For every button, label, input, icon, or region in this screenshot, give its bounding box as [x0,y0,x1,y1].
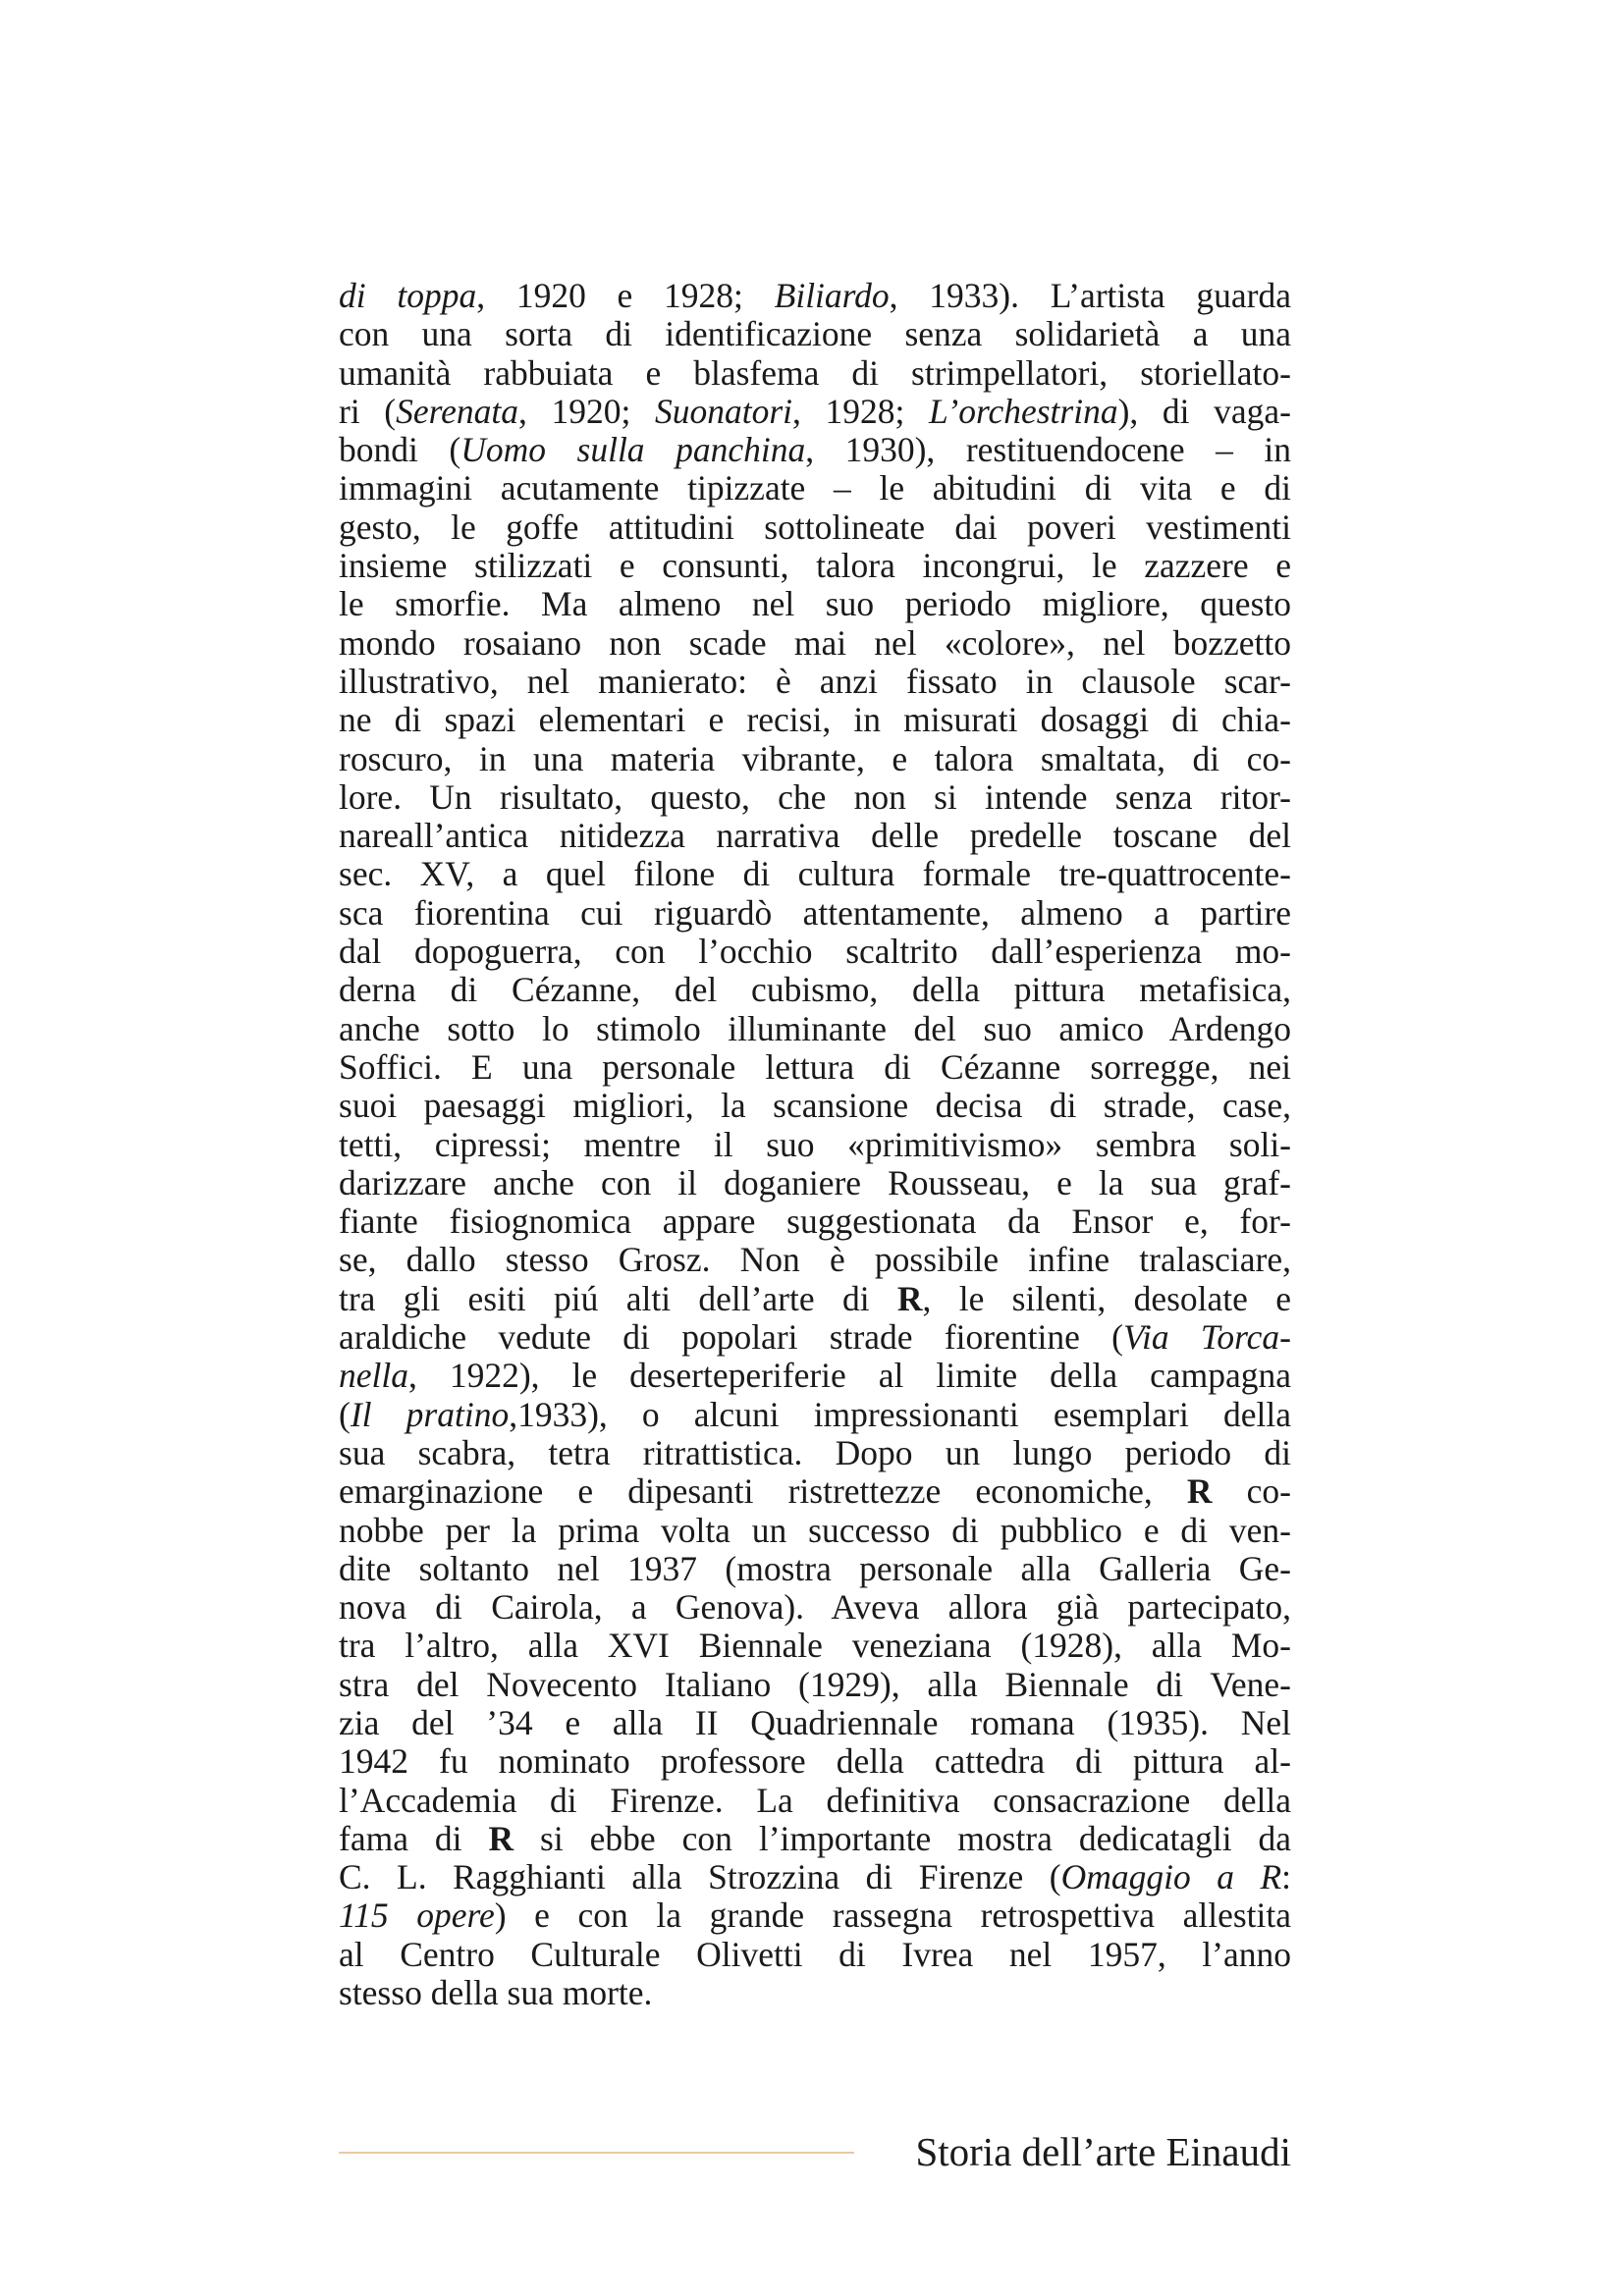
text-line [339,1164,1291,1202]
text-line [339,1742,1291,1781]
italic-title: Il pratino [350,1394,510,1434]
text-run: , 1922), le deserteperiferie al limite della campagna [407,1356,1291,1396]
text-line [339,701,1291,739]
text-run: ( [339,1394,351,1434]
text-run: ), di vaga- [1117,391,1291,431]
text-run: insieme stilizzati e consunti, talora incongrui, le zazzere e [339,546,1291,586]
text-run: sec. XV, a quel filone di cultura formale tre-quattrocente- [339,854,1291,894]
text-run: 1942 fu nominato professore della cattedra di pittura al- [339,1741,1291,1782]
text-line [339,547,1291,585]
footer-title: Storia dell’arte Einaudi [915,2129,1291,2174]
text-run: nova di Cairola, a Genova). Aveva allora già partecipato, [339,1587,1291,1628]
italic-title: Suonatori [654,391,793,431]
italic-title: Biliardo [774,276,890,315]
text-run: lore. Un risultato, questo, che non si intende senza ritor- [339,776,1291,817]
text-run: gesto, le goffe attitudini sottolineate dai poveri vestimenti [339,507,1291,547]
text-line [339,469,1291,507]
text-line [339,1087,1291,1125]
text-line [339,1858,1291,1896]
text-run: stesso della sua morte. [339,1973,653,2013]
text-run: con una sorta di identificazione senza solidarietà a una [339,314,1291,354]
italic-title: di toppa [339,276,477,315]
text-line [339,1048,1291,1087]
text-run: Soffici. E una personale lettura di Cézanne sorregge, nei [339,1046,1291,1087]
italic-title: nella [339,1356,408,1396]
text-run: ri ( [339,391,397,431]
bold-initial: R [1186,1471,1213,1512]
italic-title: Omaggio a R [1060,1857,1282,1897]
text-line [339,1434,1291,1472]
text-run: l’Accademia di Firenze. La definitiva consacrazione della [339,1780,1291,1820]
text-line [339,1202,1291,1241]
text-run: al Centro Culturale Olivetti di Ivrea nel 1957, l’anno [339,1934,1291,1974]
text-run: roscuro, in una materia vibrante, e talora smaltata, di co- [339,738,1291,778]
text-run: bondi ( [339,430,461,470]
italic-title: Via Torca- [1122,1317,1291,1358]
text-run: , 1933). L’artista guarda [889,276,1292,315]
text-run: emarginazione e dipesanti ristrettezze economiche, [339,1471,1187,1512]
text-run: nareall’antica nitidezza narrativa delle predelle toscane del [339,816,1291,856]
text-run: , 1928; [792,391,929,431]
text-line [339,933,1291,971]
text-line [339,1666,1291,1704]
text-run: , 1920; [518,391,655,431]
text-run: ,1933), o alcuni impressionanti esemplari della [509,1394,1291,1434]
text-run: , 1920 e 1928; [476,276,775,315]
text-line [339,971,1291,1009]
text-run: tetti, cipressi; mentre il suo «primitivismo» sembra soli- [339,1124,1291,1164]
text-line [339,740,1291,778]
text-run: ) e con la grande rassegna retrospettiva allestita [494,1896,1291,1936]
text-run: araldiche vedute di popolari strade fiorentine ( [339,1317,1123,1358]
text-line [339,1126,1291,1164]
bold-initial: R [488,1818,514,1858]
text-run: ne di spazi elementari e recisi, in misurati dosaggi di chia- [339,700,1291,740]
text-run: umanità rabbuiata e blasfema di strimpellatori, storiellato- [339,352,1291,393]
text-line [339,585,1291,623]
text-line [339,508,1291,547]
text-run: fiante fisiognomica appare suggestionata da Ensor e, for- [339,1201,1291,1242]
bold-initial: R [896,1278,923,1318]
text-line [339,1704,1291,1742]
italic-title: Uomo sulla panchina [460,430,806,470]
text-line [339,817,1291,855]
text-run: stra del Novecento Italiano (1929), alla Biennale di Vene- [339,1664,1291,1704]
text-line [339,894,1291,933]
text-run: , le silenti, desolate e [922,1278,1291,1318]
text-line [339,1820,1291,1858]
text-run: anche sotto lo stimolo illuminante del suo amico Ardengo [339,1008,1291,1048]
text-line [339,1974,1291,2012]
text-line [339,277,1291,315]
text-line [339,1472,1291,1511]
text-line [339,1357,1291,1395]
text-run: immagini acutamente tipizzate – le abitudini di vita e di [339,468,1291,508]
text-line [339,393,1291,431]
text-line [339,855,1291,893]
text-line [339,354,1291,393]
text-run: illustrativo, nel manierato: è anzi fissato in clausole scar- [339,661,1291,701]
text-line [339,1512,1291,1550]
text-run: zia del ’34 e alla II Quadriennale romana (1935). Nel [339,1702,1291,1742]
text-line [339,1241,1291,1279]
text-run: fama di [339,1818,489,1858]
text-run: tra l’altro, alla XVI Biennale veneziana (1928), alla Mo- [339,1626,1291,1666]
text-line [339,778,1291,817]
text-run: , 1930), restituendocene – in [805,430,1291,470]
text-run: dite soltanto nel 1937 (mostra personale alla Galleria Ge- [339,1548,1291,1588]
text-line [339,1627,1291,1665]
text-line [339,663,1291,701]
italic-title: L’orchestrina [928,391,1118,431]
text-line [339,1396,1291,1434]
text-run: nobbe per la prima volta un successo di pubblico e di ven- [339,1510,1291,1550]
text-line [339,1318,1291,1357]
text-run: derna di Cézanne, del cubismo, della pittura metafisica, [339,970,1291,1010]
text-line [339,1896,1291,1935]
text-run: se, dallo stesso Grosz. Non è possibile infine tralasciare, [339,1240,1291,1280]
italic-title: 115 opere [339,1896,495,1936]
text-run: si ebbe con l’importante mostra dedicatagli da [514,1818,1292,1858]
text-run: C. L. Ragghianti alla Strozzina di Firenze ( [339,1857,1061,1897]
text-line [339,1588,1291,1627]
text-line [339,1782,1291,1820]
text-run: le smorfie. Ma almeno nel suo periodo migliore, questo [339,584,1291,624]
text-line [339,624,1291,663]
text-run: tra gli esiti piú alti dell’arte di [339,1278,897,1318]
text-run: darizzare anche con il doganiere Rousseau, e la sua graf- [339,1162,1291,1202]
text-line [339,1280,1291,1318]
text-line [339,1010,1291,1048]
text-run: : [1281,1857,1292,1897]
text-line [339,1550,1291,1588]
text-run: co- [1212,1471,1291,1512]
text-run: dal dopoguerra, con l’occhio scaltrito dall’esperienza mo- [339,932,1291,972]
text-run: sca fiorentina cui riguardò attentamente, almeno a partire [339,892,1291,933]
text-line [339,315,1291,353]
italic-title: Serenata [396,391,518,431]
body-text [339,277,1291,2012]
text-run: sua scabra, tetra ritrattistica. Dopo un lungo periodo di [339,1432,1291,1472]
text-line [339,431,1291,469]
text-run: mondo rosaiano non scade mai nel «colore», nel bozzetto [339,622,1291,663]
text-line [339,1936,1291,1974]
footer-divider [339,2152,854,2154]
text-run: suoi paesaggi migliori, la scansione decisa di strade, case, [339,1086,1291,1126]
